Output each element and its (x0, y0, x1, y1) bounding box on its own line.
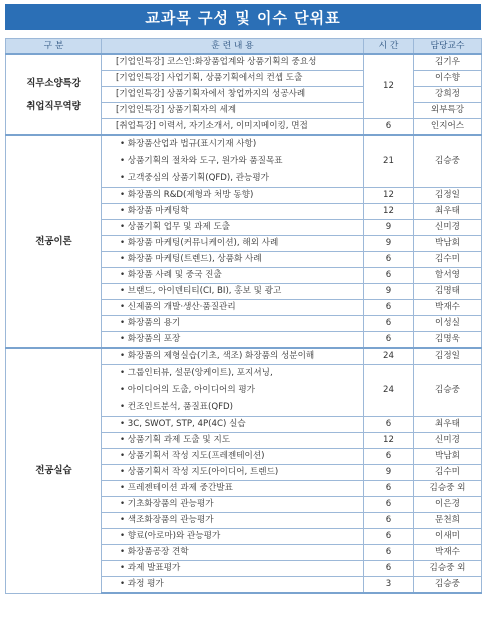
section-category-line: 직무소양특강 (26, 77, 81, 89)
course-content: • 3C, SWOT, STP, 4P(4C) 실습 (102, 417, 364, 433)
course-line: • 상품기획의 절차와 도구, 원가와 품질목표 (120, 156, 283, 166)
course-content: • 과정 평가 (102, 577, 364, 594)
course-hours: 6 (364, 449, 414, 465)
section-category: 전공이론 (6, 135, 102, 348)
course-hours: 24 (364, 348, 414, 365)
table-row (6, 348, 482, 365)
course-hours: 6 (364, 316, 414, 332)
course-teacher: 김수미 (414, 252, 482, 268)
course-teacher: 김기우 (414, 54, 482, 71)
table-row (6, 54, 482, 71)
course-content: • 화장품 마케팅(트렌드), 상품화 사례 (102, 252, 364, 268)
course-content: • 상품기획 업무 및 과제 도출 (102, 220, 364, 236)
header-hours: 시 간 (364, 39, 414, 55)
course-teacher: 김정일 (414, 188, 482, 204)
course-teacher: 이수향 (414, 71, 482, 87)
course-teacher: 인지어스 (414, 119, 482, 136)
course-teacher: 강희정 (414, 87, 482, 103)
course-hours: 12 (364, 433, 414, 449)
course-content (102, 135, 364, 188)
course-hours: 24 (364, 365, 414, 417)
course-content (102, 365, 364, 417)
course-hours: 12 (364, 188, 414, 204)
course-teacher: 최우태 (414, 417, 482, 433)
course-hours: 6 (364, 529, 414, 545)
course-teacher: 김정일 (414, 348, 482, 365)
header-category: 구 분 (6, 39, 102, 55)
course-content: [기업인특강] 사업기획, 상품기획에서의 컨셉 도출 (102, 71, 364, 87)
header-teacher: 담당교수 (414, 39, 482, 55)
course-content: • 향료(아로마)와 관능평가 (102, 529, 364, 545)
course-hours: 9 (364, 465, 414, 481)
course-content: • 브랜드, 아이덴티티(CI, BI), 홍보 및 광고 (102, 284, 364, 300)
course-content: • 상품기획서 작성 지도(프레젠테이션) (102, 449, 364, 465)
course-hours: 6 (364, 481, 414, 497)
course-content: • 신제품의 개발·생산·품질관리 (102, 300, 364, 316)
course-teacher: 김명욱 (414, 332, 482, 349)
header-row (6, 39, 482, 55)
course-hours: 6 (364, 497, 414, 513)
curriculum-table (5, 38, 482, 594)
course-content: • 상품기획 과제 도출 및 지도 (102, 433, 364, 449)
course-teacher: 외부특강 (414, 103, 482, 119)
course-teacher: 이은경 (414, 497, 482, 513)
course-hours: 6 (364, 119, 414, 136)
course-line: • 컨조인트분석, 품질표(QFD) (120, 402, 234, 412)
course-teacher: 박재수 (414, 545, 482, 561)
course-content: [기업인특강] 상품기획자의 세계 (102, 103, 364, 119)
course-hours: 6 (364, 513, 414, 529)
course-content: [취업특강] 이력서, 자기소개서, 이미지메이킹, 면접 (102, 119, 364, 136)
course-hours: 12 (364, 54, 414, 119)
course-content: • 화장품의 용기 (102, 316, 364, 332)
course-content: • 프레젠테이션 과제 중간발표 (102, 481, 364, 497)
course-content: [기업인특강] 상품기획자에서 창업까지의 성공사례 (102, 87, 364, 103)
section-category-line: 취업직무역량 (26, 100, 81, 112)
course-teacher: 김승중 (414, 577, 482, 594)
course-hours: 6 (364, 545, 414, 561)
course-hours: 3 (364, 577, 414, 594)
section-category (6, 54, 102, 135)
course-teacher: 김명태 (414, 284, 482, 300)
course-content: • 기초화장품의 관능평가 (102, 497, 364, 513)
header-content: 훈 련 내 용 (102, 39, 364, 55)
course-teacher: 이새미 (414, 529, 482, 545)
course-hours: 6 (364, 300, 414, 316)
course-hours: 9 (364, 284, 414, 300)
course-line: • 그룹인터뷰, 설문(앙케이트), 포지셔닝, (120, 368, 273, 378)
course-teacher: 이성실 (414, 316, 482, 332)
course-content: • 화장품의 제형실습(기초, 색조) 화장품의 성분이해 (102, 348, 364, 365)
course-teacher: 김승중 외 (414, 561, 482, 577)
course-teacher: 김승중 (414, 135, 482, 188)
course-hours: 9 (364, 236, 414, 252)
course-teacher: 김승중 (414, 365, 482, 417)
course-hours: 12 (364, 204, 414, 220)
course-hours: 6 (364, 417, 414, 433)
course-content: • 색조화장품의 관능평가 (102, 513, 364, 529)
page-title: 교과목 구성 및 이수 단위표 (145, 8, 341, 27)
course-teacher: 김승중 외 (414, 481, 482, 497)
course-teacher: 박남회 (414, 449, 482, 465)
course-hours: 6 (364, 268, 414, 284)
course-hours: 9 (364, 220, 414, 236)
course-content: • 과제 발표평가 (102, 561, 364, 577)
course-line: • 화장품산업과 법규(표시기재 사항) (120, 139, 257, 149)
course-content: • 화장품의 R&D(제형과 처방 동향) (102, 188, 364, 204)
course-teacher: 박남회 (414, 236, 482, 252)
table-row (6, 135, 482, 188)
course-hours: 21 (364, 135, 414, 188)
course-content: [기업인특강] 코스인:화장품업계와 상품기획의 중요성 (102, 54, 364, 71)
course-hours: 6 (364, 561, 414, 577)
course-hours: 6 (364, 332, 414, 349)
course-content: • 화장품 마케팅(커뮤니케이션), 해외 사례 (102, 236, 364, 252)
course-teacher: 최우태 (414, 204, 482, 220)
course-content: • 화장품 사례 및 중국 진출 (102, 268, 364, 284)
course-line: • 고객중심의 상품기획(QFD), 관능평가 (120, 173, 269, 183)
course-teacher: 박재수 (414, 300, 482, 316)
course-content: • 화장품의 포장 (102, 332, 364, 349)
section-category: 전공실습 (6, 348, 102, 593)
course-content: • 상품기획서 작성 지도(아이디어, 트렌드) (102, 465, 364, 481)
course-content: • 화장품공장 견학 (102, 545, 364, 561)
course-hours: 6 (364, 252, 414, 268)
course-teacher: 신미경 (414, 220, 482, 236)
title-bar (5, 4, 481, 30)
course-line: • 아이디어의 도출, 아이디어의 평가 (120, 385, 255, 395)
course-teacher: 문천희 (414, 513, 482, 529)
course-teacher: 신미경 (414, 433, 482, 449)
course-teacher: 함서영 (414, 268, 482, 284)
course-content: • 화장품 마케팅학 (102, 204, 364, 220)
course-teacher: 김수미 (414, 465, 482, 481)
